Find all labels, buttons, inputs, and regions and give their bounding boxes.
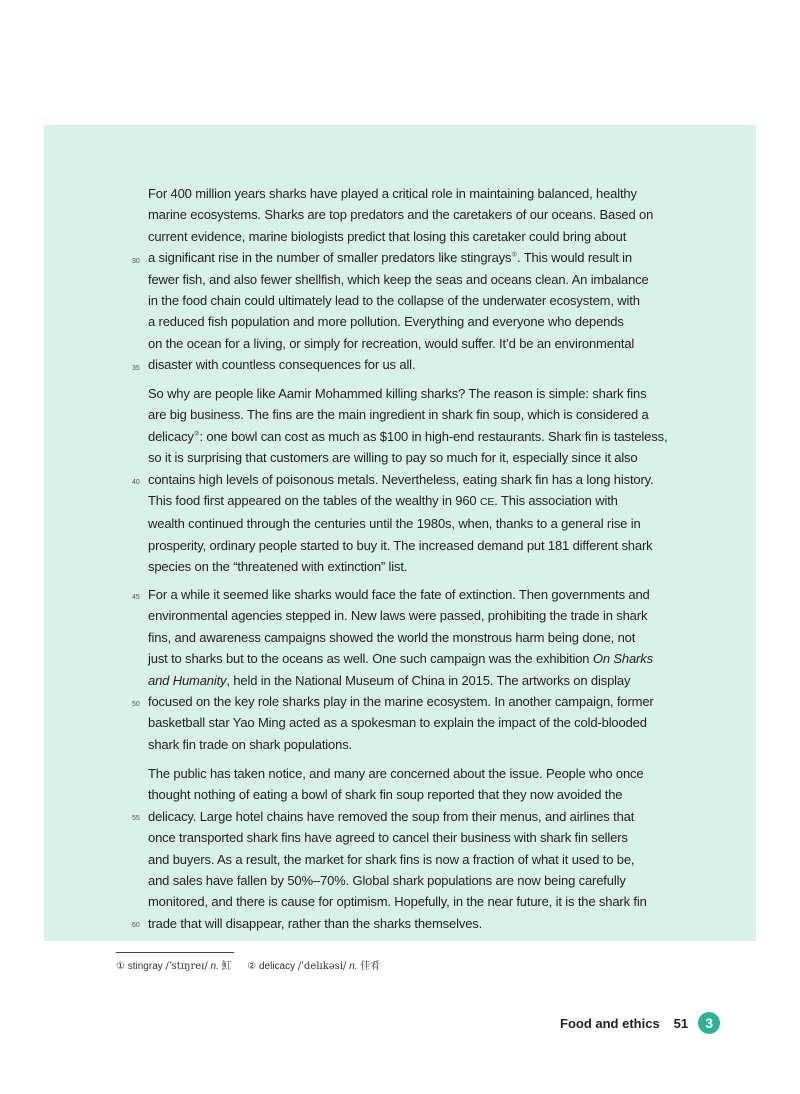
text-line: on the ocean for a living, or simply for recreation, would suffer. It’d be an environmental	[148, 335, 635, 351]
line-number: 60	[132, 922, 140, 929]
paragraph-3	[148, 584, 693, 755]
text-line: For 400 million years sharks have played a critical role in maintaining balanced, healthy	[148, 186, 637, 201]
text-line: and Humanity, held in the National Museum of China in 2015. The artworks on display	[148, 672, 631, 688]
text-line: prosperity, ordinary people started to buy it. The increased demand put 181 different shark	[148, 537, 653, 553]
text-line: wealth continued through the centuries until the 1980s, when, thanks to a general rise in	[148, 516, 641, 532]
line-number: 35	[132, 365, 140, 372]
chapter-title: Food and ethics	[560, 1015, 660, 1031]
text-line: environmental agencies stepped in. New laws were passed, prohibiting the trade in shark	[148, 608, 648, 624]
exhibition-title: and Humanity	[148, 672, 227, 688]
text-line: The public has taken notice, and many are concerned about the issue. People who once	[148, 766, 644, 781]
footnotes	[116, 957, 380, 972]
text-line: contains high levels of poisonous metals. Nevertheless, eating shark fin has a long history.	[148, 471, 654, 487]
text-line: basketball star Yao Ming acted as a spokesman to explain the impact of the cold-blooded	[148, 715, 647, 731]
text-line: and sales have fallen by 50%–70%. Global shark populations are now being carefully	[148, 873, 626, 889]
text-line: thought nothing of eating a bowl of shark fin soup reported that they now avoided the	[148, 787, 623, 803]
text-line: fewer fish, and also fewer shellfish, which keep the seas and oceans clean. An imbalance	[148, 271, 649, 287]
line-number: 45	[132, 594, 140, 601]
text-line: a reduced fish population and more pollution. Everything and everyone who depends	[148, 314, 624, 330]
footnote-1: ① stingray /ˈstɪŋreɪ/ n. 魟	[116, 961, 232, 972]
page-footer	[560, 1012, 720, 1034]
line-number: 50	[132, 701, 140, 708]
text-line: So why are people like Aamir Mohammed killing sharks? The reason is simple: shark fins	[148, 386, 647, 401]
text-line: trade that will disappear, rather than the sharks themselves.	[148, 915, 483, 931]
text-line: and buyers. As a result, the market for shark fins is now a fraction of what it used to be,	[148, 851, 635, 867]
text-line: species on the “threatened with extinction” list.	[148, 559, 408, 575]
footnote-divider	[116, 952, 234, 953]
text-line: a significant rise in the number of smaller predators like stingrays①. This would result in	[148, 250, 633, 266]
text-line: shark fin trade on shark populations.	[148, 736, 353, 752]
unit-badge: 3	[698, 1012, 720, 1034]
text-line: once transported shark fins have agreed to cancel their business with shark fin sellers	[148, 830, 628, 846]
text-line: disaster with countless consequences for us all.	[148, 357, 416, 373]
text-line: current evidence, marine biologists predict that losing this caretaker could bring about	[148, 228, 627, 244]
text-line: focused on the key role sharks play in the marine ecosystem. In another campaign, former	[148, 694, 654, 710]
paragraph-4	[148, 763, 693, 934]
text-line: delicacy②: one bowl can cost as much as $100 in high-end restaurants. Shark fin is tasteless,	[148, 428, 668, 444]
text-line: marine ecosystems. Sharks are top predators and the caretakers of our oceans. Based on	[148, 207, 654, 223]
text-line: monitored, and there is cause for optimism. Hopefully, in the near future, it is the shark fin	[148, 894, 647, 910]
footnote-marker[interactable]: ②	[193, 430, 200, 438]
paragraph-2	[148, 383, 693, 578]
text-line: so it is surprising that customers are willing to pay so much for it, especially since it also	[148, 450, 638, 466]
footnote-marker[interactable]: ①	[511, 251, 518, 259]
footnote-2: ② delicacy /ˈdelɪkəsi/ n. 佳肴	[247, 961, 381, 972]
page-number: 51	[673, 1015, 689, 1031]
text-line: fins, and awareness campaigns showed the world the monstrous harm being done, not	[148, 629, 636, 645]
text-line: For a while it seemed like sharks would face the fate of extinction. Then governments and	[148, 587, 650, 602]
exhibition-title: On Sharks	[592, 651, 653, 667]
line-number: 30	[132, 258, 140, 265]
text-line: are big business. The fins are the main ingredient in shark fin soup, which is considered a	[148, 407, 649, 423]
text-line: just to sharks but to the oceans as well. One such campaign was the exhibition On Sharks	[148, 651, 653, 667]
text-line: This food first appeared on the tables of the wealthy in 960 CE. This association with	[148, 493, 618, 509]
line-number: 55	[132, 815, 140, 822]
paragraph-1	[148, 183, 693, 376]
text-line: in the food chain could ultimately lead to the collapse of the underwater ecosystem, with	[148, 293, 640, 309]
line-number: 40	[132, 479, 140, 486]
text-line: delicacy. Large hotel chains have removed the soup from their menus, and airlines that	[148, 808, 635, 824]
